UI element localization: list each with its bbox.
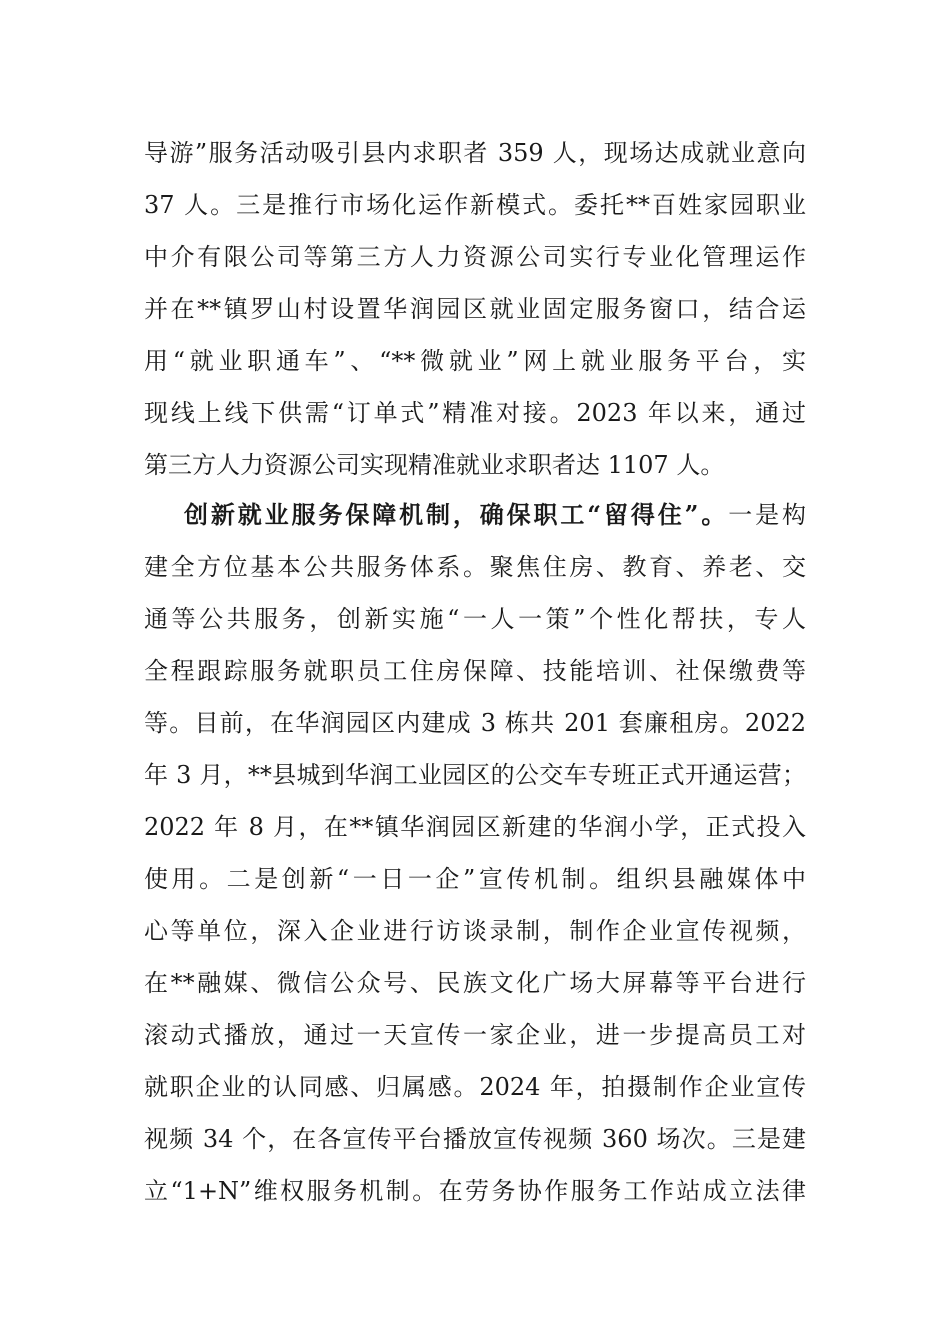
- paragraph-2-line: 2022 年 8 月，在**镇华润园区新建的华润小学，正式投入: [144, 813, 806, 841]
- paragraph-1-line: 导游”服务活动吸引县内求职者 359 人，现场达成就业意向: [144, 139, 806, 167]
- paragraph-1-line: 37 人。三是推行市场化运作新模式。委托**百姓家园职业: [144, 191, 806, 219]
- paragraph-2-line: 等。目前，在华润园区内建成 3 栋共 201 套廉租房。2022: [144, 709, 806, 737]
- paragraph-2-line: 立“1+N”维权服务机制。在劳务协作服务工作站成立法律: [144, 1177, 806, 1205]
- paragraph-1-line: 用“就业职通车”、“**微就业”网上就业服务平台，实: [144, 347, 806, 375]
- paragraph-2-line: 心等单位，深入企业进行访谈录制，制作企业宣传视频，: [144, 917, 806, 945]
- paragraph-2-line: 通等公共服务，创新实施“一人一策”个性化帮扶，专人: [144, 605, 806, 633]
- paragraph-1-line: 中介有限公司等第三方人力资源公司实行专业化管理运作: [144, 243, 806, 271]
- paragraph-2: [144, 489, 806, 1217]
- paragraph-2-first-line-rest: 一是构: [728, 501, 807, 529]
- paragraph-2-line: 滚动式播放，通过一天宣传一家企业，进一步提高员工对: [144, 1021, 806, 1049]
- paragraph-1-line: 现线上线下供需“订单式”精准对接。2023 年以来，通过: [144, 399, 806, 427]
- paragraph-2-heading: 创新就业服务保障机制，确保职工“留得住”。: [184, 500, 729, 529]
- paragraph-2-line: 在**融媒、微信公众号、民族文化广场大屏幕等平台进行: [144, 969, 806, 997]
- paragraph-1-line: 第三方人力资源公司实现精准就业求职者达 1107 人。: [144, 451, 725, 479]
- paragraph-1-line: 并在**镇罗山村设置华润园区就业固定服务窗口，结合运: [144, 295, 806, 323]
- paragraph-2-line: 就职企业的认同感、归属感。2024 年，拍摄制作企业宣传: [144, 1073, 806, 1101]
- paragraph-2-line: 建全方位基本公共服务体系。聚焦住房、教育、养老、交: [144, 553, 806, 581]
- paragraph-1: [144, 127, 806, 491]
- paragraph-2-line: 全程跟踪服务就职员工住房保障、技能培训、社保缴费等: [144, 657, 806, 685]
- paragraph-2-line: 年 3 月，**县城到华润工业园区的公交车专班正式开通运营；: [144, 761, 806, 789]
- paragraph-2-first-line: [144, 489, 806, 541]
- paragraph-2-line: 视频 34 个，在各宣传平台播放宣传视频 360 场次。三是建: [144, 1125, 806, 1153]
- paragraph-2-line: 使用。二是创新“一日一企”宣传机制。组织县融媒体中: [144, 865, 806, 893]
